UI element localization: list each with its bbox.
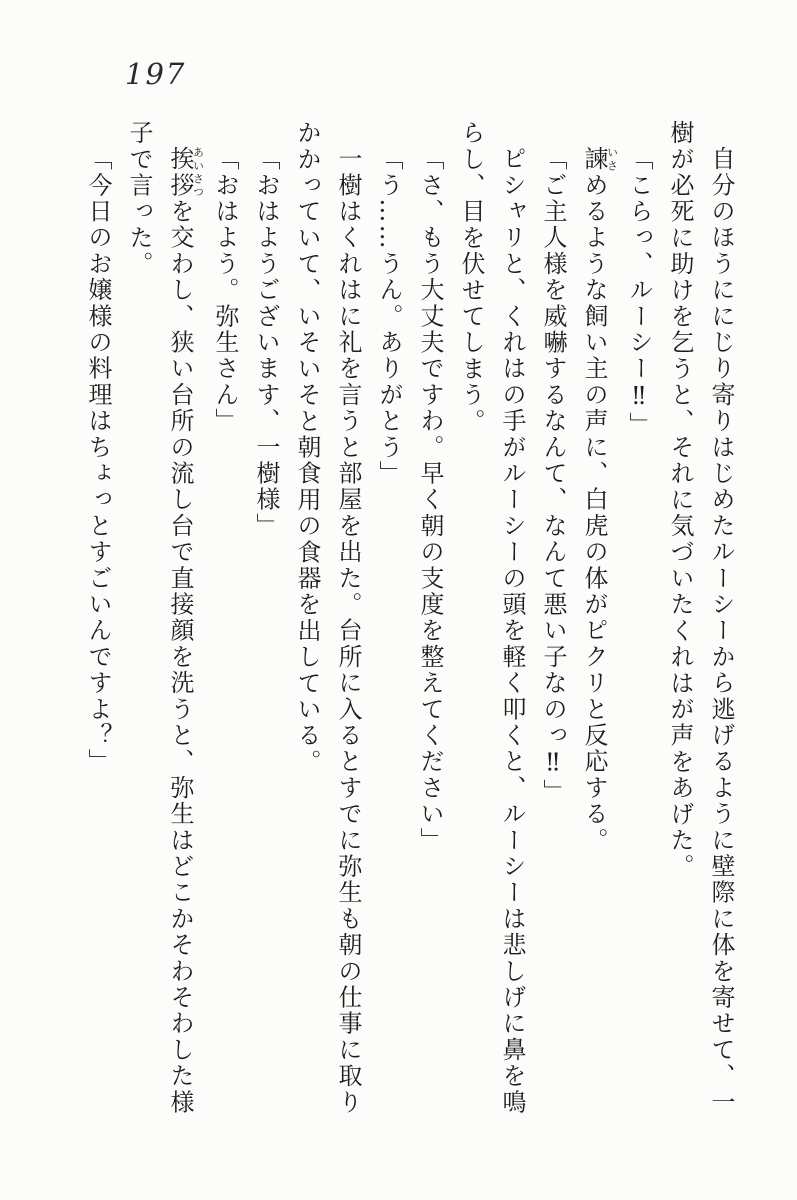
text-line-4: 諫いさめるような飼い主の声に、白虎の体がピクリと反応する。 bbox=[580, 146, 619, 854]
text-line-3: 「こらっ、ルーシー‼」 bbox=[625, 146, 653, 439]
text-line-7: らし、目を伏せてしまう。 bbox=[457, 120, 485, 435]
furigana-base: 諫いさ bbox=[580, 146, 619, 173]
text-line-16: 「今日のお嬢様の料理はちょっとすごいんですよ？」 bbox=[84, 146, 112, 775]
page-number: 197 bbox=[125, 57, 187, 91]
text-line-12: 「おはようございます、一樹様」 bbox=[252, 146, 280, 539]
furigana-annotation: あいさつ bbox=[191, 146, 205, 199]
furigana-base: 挨拶あいさつ bbox=[166, 146, 205, 199]
text-line-1: 自分のほうににじり寄りはじめたルーシーから逃げるように壁際に体を寄せて、一 bbox=[707, 146, 735, 1116]
text-line-2: 樹が必死に助けを乞うと、それに気づいたくれはが声をあげた。 bbox=[666, 120, 694, 880]
text-line-6: ピシャリと、くれはの手がルーシーの頭を軽く叩くと、ルーシーは悲しげに鼻を鳴 bbox=[498, 146, 526, 1116]
text-line-9: 「う……うん。ありがとう」 bbox=[375, 146, 403, 487]
furigana-annotation: いさ bbox=[605, 146, 619, 173]
text-line-15: 子で言った。 bbox=[125, 120, 153, 278]
page-text bbox=[77, 120, 741, 1125]
text-line-11: かかっていて、いそいそと朝食用の食器を出している。 bbox=[293, 120, 321, 775]
text-line-8: 「さ、もう大丈夫ですわ。早く朝の支度を整えてください」 bbox=[416, 146, 444, 854]
text-line-13: 「おはよう。弥生さん」 bbox=[211, 146, 239, 435]
text-line-14: 挨拶あいさつを交わし、狭い台所の流し台で直接顔を洗うと、弥生はどこかそわそわした様 bbox=[166, 146, 205, 1116]
text-line-5: 「ご主人様を威嚇するなんて、なんて悪い子なのっ‼」 bbox=[539, 146, 567, 805]
text-line-10: 一樹はくれはに礼を言うと部屋を出た。台所に入るとすでに弥生も朝の仕事に取り bbox=[334, 146, 362, 1116]
